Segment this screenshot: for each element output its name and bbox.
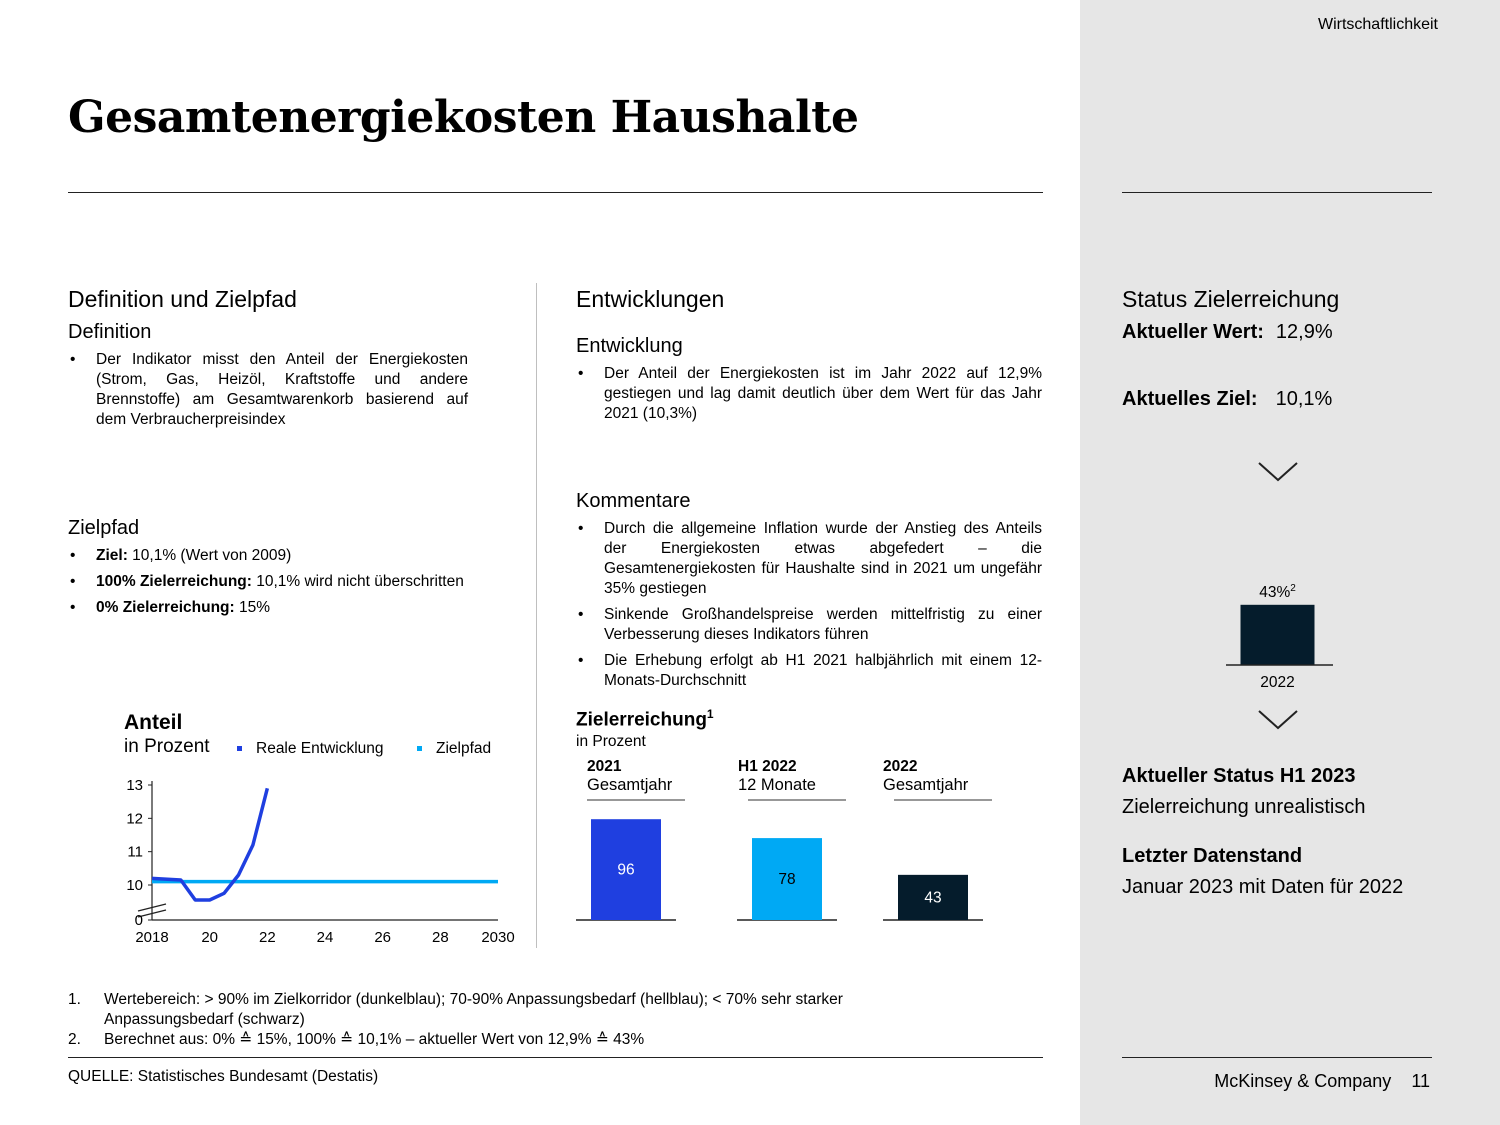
bar-group-header bbox=[883, 758, 979, 795]
column-divider bbox=[536, 283, 537, 948]
legend-item-real bbox=[237, 740, 384, 758]
item-label: Ziel: bbox=[96, 547, 128, 564]
x-tick-label: 2030 bbox=[481, 929, 515, 946]
current-target-label: Aktuelles Ziel: bbox=[1122, 388, 1258, 410]
group-year: 2022 bbox=[883, 758, 918, 775]
footnote-ref: 2 bbox=[1290, 582, 1296, 594]
item-text: 15% bbox=[234, 599, 271, 616]
group-period: Gesamtjahr bbox=[587, 776, 673, 794]
current-target-row bbox=[1122, 388, 1442, 411]
status-text: Zielerreichung unrealistisch bbox=[1122, 796, 1366, 818]
x-tick-label: 22 bbox=[258, 929, 276, 946]
kommentare-list bbox=[576, 519, 1042, 691]
entwicklung-heading: Entwicklung bbox=[576, 335, 683, 357]
current-value: 12,9% bbox=[1275, 321, 1333, 343]
item-text: 10,1% (Wert von 2009) bbox=[127, 547, 292, 564]
chevron-down-icon bbox=[1257, 708, 1299, 732]
kommentare-section bbox=[576, 490, 1042, 691]
legend-item-target bbox=[417, 740, 491, 758]
item-text: 10,1% wird nicht überschritten bbox=[251, 573, 464, 590]
line-chart bbox=[120, 765, 520, 955]
current-target: 10,1% bbox=[1275, 388, 1333, 410]
footnote bbox=[68, 990, 928, 1030]
list-item: • Durch die allgemeine Inflation wurde der Anstieg des Anteils der Energiekosten etwas abgefedert – die Gesamtenergiekosten für Haushalte sind in 2021 um ungefähr 35% gestiegen bbox=[576, 519, 1042, 599]
bar-chart-title-text: Zielerreichung bbox=[576, 709, 707, 731]
legend-swatch bbox=[237, 746, 242, 751]
source-note: QUELLE: Statistisches Bundesamt (Destatis) bbox=[68, 1068, 379, 1085]
item-label: 100% Zielerreichung: bbox=[96, 573, 252, 590]
bar-chart-unit: in Prozent bbox=[576, 733, 646, 750]
list-item: • Sinkende Großhandelspreise werden mittelfristig zu einer Verbesserung dieses Indikators führen bbox=[576, 605, 1042, 645]
title-rule bbox=[68, 192, 1043, 193]
status-section bbox=[1122, 286, 1442, 411]
footer bbox=[1214, 1071, 1430, 1092]
footnote-ref: 1 bbox=[706, 707, 714, 721]
chevron-down-icon bbox=[1257, 460, 1299, 484]
panel-rule bbox=[1122, 192, 1432, 193]
bar-value-label: 43 bbox=[924, 889, 942, 907]
category-label: 2022 bbox=[1260, 674, 1295, 691]
entwicklung-list bbox=[576, 364, 1042, 424]
x-tick-label: 28 bbox=[431, 929, 449, 946]
status-heading: Status Zielerreichung bbox=[1122, 286, 1340, 312]
bar-value-label: 96 bbox=[617, 861, 635, 879]
y-tick-label: 13 bbox=[126, 777, 143, 794]
footer-rule bbox=[68, 1057, 1043, 1058]
status-panel bbox=[1080, 0, 1500, 1125]
zielpfad-section bbox=[68, 517, 528, 618]
list-item: • Die Erhebung erfolgt ab H1 2021 halbjährlich mit einem 12-Monats-Durchschnitt bbox=[576, 651, 1042, 691]
bar-value-label: 78 bbox=[778, 871, 796, 889]
legend-label: Zielpfad bbox=[436, 740, 492, 757]
footnotes bbox=[68, 990, 928, 1050]
page-number: 11 bbox=[1411, 1071, 1430, 1091]
developments-section bbox=[576, 286, 1042, 424]
current-value-row bbox=[1122, 321, 1442, 344]
status-heading-h1: Aktueller Status H1 2023 bbox=[1122, 765, 1356, 787]
definition-section bbox=[68, 286, 468, 430]
kommentare-heading: Kommentare bbox=[576, 490, 691, 512]
footnote-text: Berechnet aus: 0% ≙ 15%, 100% ≙ 10,1% – aktueller Wert von 12,9% ≙ 43% bbox=[104, 1031, 645, 1048]
bar-group-header bbox=[738, 758, 834, 795]
group-period: 12 Monate bbox=[738, 776, 816, 794]
data-heading: Letzter Datenstand bbox=[1122, 845, 1303, 867]
footnote bbox=[68, 1030, 928, 1050]
footnote-num: 1. bbox=[68, 991, 81, 1008]
section-heading: Definition und Zielpfad bbox=[68, 286, 297, 312]
list-item: • Der Anteil der Energiekosten ist im Jahr 2022 auf 12,9% gestiegen und lag damit deutlich über dem Wert für das Jahr 2021 (10,3%) bbox=[576, 364, 1042, 424]
legend-label: Reale Entwicklung bbox=[256, 740, 384, 757]
page-title: Gesamtenergiekosten Haushalte bbox=[68, 92, 859, 143]
definition-heading: Definition bbox=[68, 321, 152, 343]
bar-group-header bbox=[587, 758, 683, 795]
company-name: McKinsey & Company bbox=[1214, 1071, 1392, 1091]
x-tick-label: 2018 bbox=[135, 929, 169, 946]
x-tick-label: 20 bbox=[201, 929, 219, 946]
topic-label: Wirtschaftlichkeit bbox=[1317, 16, 1438, 33]
item-label: 0% Zielerreichung: bbox=[96, 599, 235, 616]
definition-list bbox=[68, 350, 468, 430]
bar-chart bbox=[570, 795, 1000, 930]
footnote-text: Wertebereich: > 90% im Zielkorridor (dunkelblau); 70-90% Anpassungsbedarf (hellblau); < 70% sehr starker Anpassungsbedarf (schwarz) bbox=[104, 991, 843, 1028]
group-period: Gesamtjahr bbox=[883, 776, 969, 794]
status-details bbox=[1122, 765, 1442, 899]
bar-value-label: 43%$^2$ bbox=[1259, 582, 1296, 601]
list-item bbox=[68, 572, 528, 592]
bar-chart-title bbox=[576, 707, 714, 731]
status-bar-chart bbox=[1220, 575, 1340, 695]
y-tick-label: 10 bbox=[126, 877, 143, 894]
list-item: • Der Indikator misst den Anteil der Energiekosten (Strom, Gas, Heizöl, Kraftstoffe und andere Brennstoffe) am Gesamtwarenkorb basierend auf dem Verbraucherpreisindex bbox=[68, 350, 468, 430]
group-year: 2021 bbox=[587, 758, 622, 775]
x-tick-label: 24 bbox=[316, 929, 334, 946]
line-chart-title: Anteil bbox=[124, 711, 183, 734]
y-tick-label: 12 bbox=[126, 810, 143, 828]
section-heading: Entwicklungen bbox=[576, 286, 725, 312]
group-year: H1 2022 bbox=[738, 758, 797, 775]
current-value-label: Aktueller Wert: bbox=[1122, 321, 1264, 343]
footnote-num: 2. bbox=[68, 1031, 81, 1048]
y-tick-label: 0 bbox=[134, 912, 143, 929]
y-tick-label: 11 bbox=[127, 843, 143, 861]
line-chart-unit: in Prozent bbox=[124, 736, 210, 757]
x-tick-label: 26 bbox=[374, 929, 392, 946]
footer-rule-panel bbox=[1122, 1057, 1432, 1058]
zielpfad-heading: Zielpfad bbox=[68, 517, 140, 539]
legend-swatch bbox=[417, 746, 422, 751]
list-item bbox=[68, 598, 528, 618]
list-item bbox=[68, 546, 528, 566]
data-text: Januar 2023 mit Daten für 2022 bbox=[1122, 876, 1404, 898]
zielpfad-list bbox=[68, 546, 528, 618]
bar bbox=[1241, 605, 1315, 665]
